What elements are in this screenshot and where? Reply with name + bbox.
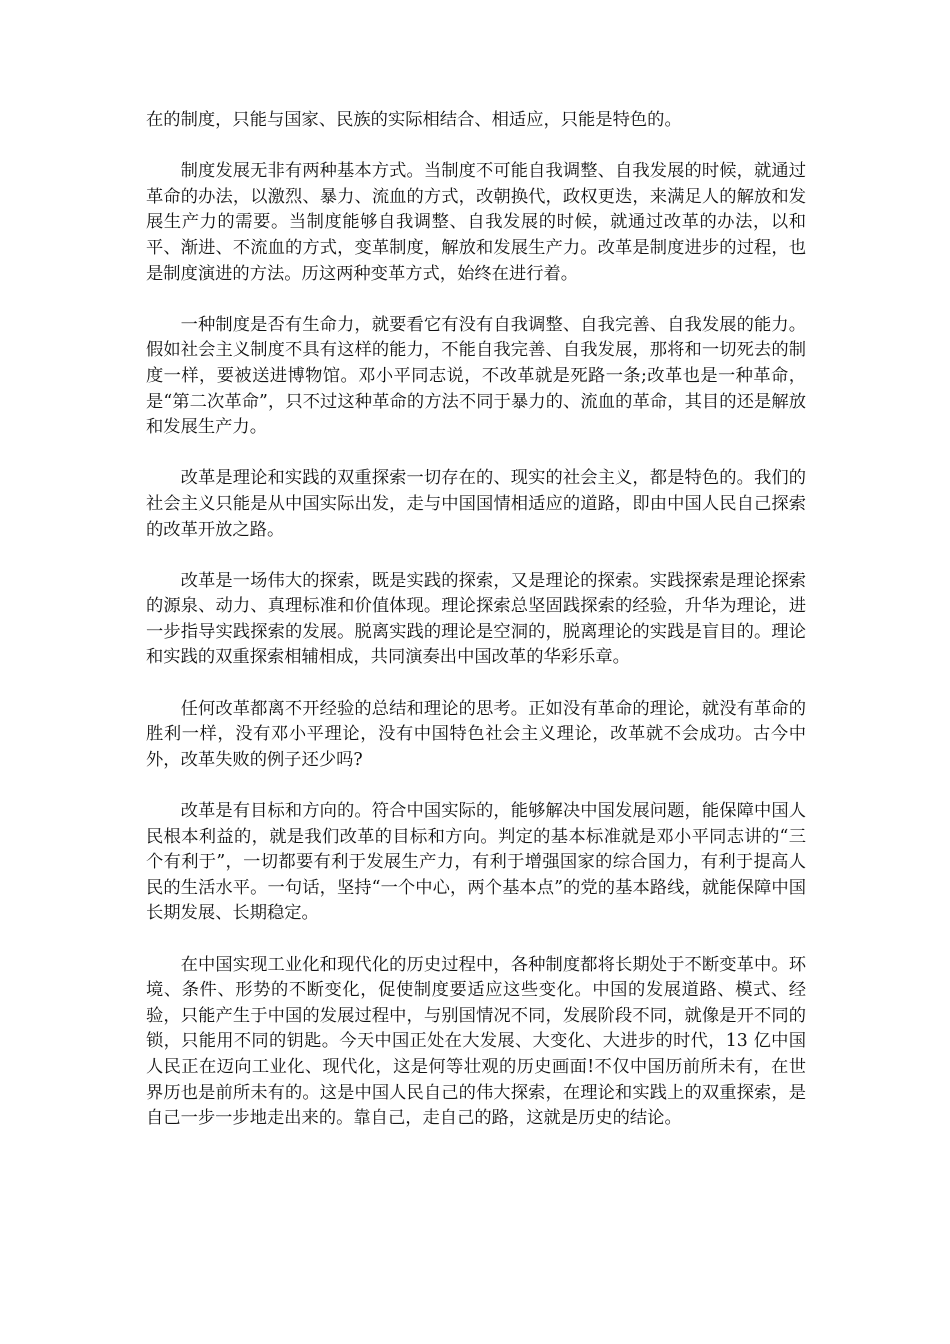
paragraph: 一种制度是否有生命力，就要看它有没有自我调整、自我完善、自我发展的能力。假如社会主义制度不具有这样的能力，不能自我完善、自我发展，那将和一切死去的制度一样，要被送进博物馆。邓小平同志说，不改革就是死路一条;改革也是一种革命，是“第二次革命”，只不过这种革命的方法不同于暴力的、流血的革命，其目的还是解放和发展生产力。 bbox=[146, 314, 806, 438]
paragraph: 制度发展无非有两种基本方式。当制度不可能自我调整、自我发展的时候，就通过革命的办法，以激烈、暴力、流血的方式，改朝换代，政权更迭，来满足人的解放和发展生产力的需要。当制度能够自我调整、自我发展的时候，就通过改革的办法，以和平、渐进、不流血的方式，变革制度，解放和发展生产力。改革是制度进步的过程，也是制度演进的方法。历这两种变革方式，始终在进行着。 bbox=[146, 161, 806, 284]
paragraph: 在中国实现工业化和现代化的历史过程中，各种制度都将长期处于不断变革中。环境、条件、形势的不断变化，促使制度要适应这些变化。中国的发展道路、模式、经验，只能产生于中国的发展过程中，与别国情况不同，发展阶段不同，就像是开不同的锁，只能用不同的钥匙。今天中国正处在大发展、大变化、大进步的时代，13 亿中国人民正在迈向工业化、现代化，这是何等壮观的历史画面!不仅中国历前所未有，在世界历也是前所未有的。这是中国人民自己的伟大探索，在理论和实践上的双重探索，是自己一步一步地走出来的。靠自己，走自己的路，这就是历史的结论。 bbox=[146, 954, 806, 1129]
document-body bbox=[146, 108, 806, 1157]
paragraph: 在的制度，只能与国家、民族的实际相结合、相适应，只能是特色的。 bbox=[146, 110, 682, 130]
paragraph: 改革是一场伟大的探索，既是实践的探索，又是理论的探索。实践探索是理论探索的源泉、动力、真理标准和价值体现。理论探索总坚固践探索的经验，升华为理论，进一步指导实践探索的发展。脱离实践的理论是空洞的，脱离理论的实践是盲目的。理论和实践的双重探索相辅相成，共同演奏出中国改革的华彩乐章。 bbox=[146, 570, 806, 668]
paragraph: 任何改革都离不开经验的总结和理论的思考。正如没有革命的理论，就没有革命的胜利一样，没有邓小平理论，没有中国特色社会主义理论，改革就不会成功。古今中外，改革失败的例子还少吗? bbox=[146, 698, 806, 770]
paragraph: 改革是理论和实践的双重探索一切存在的、现实的社会主义，都是特色的。我们的社会主义只能是从中国实际出发，走与中国国情相适应的道路，即由中国人民自己探索的改革开放之路。 bbox=[146, 468, 806, 540]
paragraph: 改革是有目标和方向的。符合中国实际的，能够解决中国发展问题，能保障中国人民根本利益的，就是我们改革的目标和方向。判定的基本标准就是邓小平同志讲的“三个有利于”，一切都要有利于发展生产力，有利于增强国家的综合国力，有利于提高人民的生活水平。一句话，坚持“一个中心，两个基本点”的党的基本路线，就能保障中国长期发展、长期稳定。 bbox=[146, 801, 806, 924]
